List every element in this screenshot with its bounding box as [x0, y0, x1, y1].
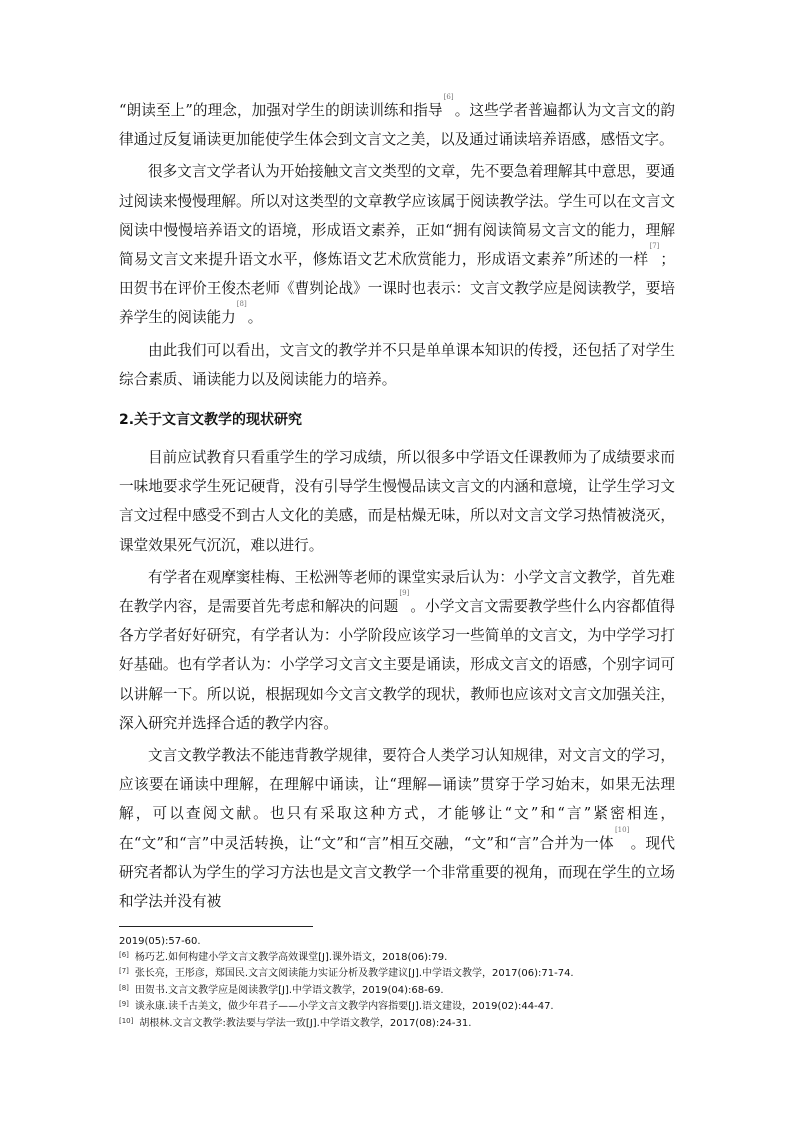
footnote-text: 张长亮，王彤彦，郑国民.文言文阅读能力实证分析及教学建议[J].中学语文教学，2017(06):71-74. [134, 968, 574, 979]
footnotes [119, 934, 679, 1032]
footnote-item [119, 983, 679, 1000]
footnote-mark: [6] [119, 950, 129, 959]
paragraph-text: 。这些学者普遍都认为文言文的韵律通过反复诵读更加能使学生体会到文言文之美，以及通过诵读培养语感，感悟文字。 [119, 102, 675, 149]
footnote-text: 胡根林.文言文教学:教法要与学法一致[J].中学语文教学，2017(08):24-31. [139, 1017, 472, 1029]
footnote-mark: [10] [119, 1016, 134, 1025]
paragraph-text: “朗读至上”的理念，加强对学生的朗读训练和指导 [119, 102, 443, 119]
paragraph [119, 93, 675, 154]
citation-marker: [6] [443, 93, 454, 101]
footnote-mark: [9] [119, 1000, 129, 1008]
paragraph-group-1 [119, 93, 675, 394]
footnote-text: 田贺书.文言文教学应是阅读教学[J].中学语文教学，2019(04):68-69. [134, 984, 444, 996]
paragraph [119, 741, 675, 916]
footnote-text: 杨巧艺.如何构建小学文言文教学高效课堂[J].课外语文，2018(06):79. [134, 951, 448, 963]
paragraph-text: ；田贺书在评价王俊杰老师《曹刿论战》一课时也表示：文言文教学应是阅读教学，要培养学生的阅读能力 [119, 251, 675, 327]
paragraph [119, 563, 675, 738]
citation-marker: [8] [236, 300, 247, 309]
footnote-continuation: 2019(05):57-60. [119, 936, 201, 947]
body-text [119, 93, 675, 919]
footnote-text: 谈永康.读千古美文，做少年君子——小学文言文教学内容指要[J].语文建设，2019(02):44-47. [134, 1001, 554, 1012]
paragraph [119, 443, 675, 560]
footnote-mark: [8] [119, 983, 129, 992]
paragraph [119, 157, 675, 332]
footnote-list [119, 950, 679, 1033]
paragraph-text: 。现代研究者都认为学生的学习方法也是文言文教学一个非常重要的视角，而现在学生的立场和学法并没有被 [119, 834, 675, 911]
paragraph-group-2 [119, 443, 675, 916]
citation-marker: [9] [399, 589, 410, 598]
footnote-item [119, 950, 679, 967]
footnote-item [119, 999, 679, 1016]
paragraph-text: 由此我们可以看出，文言文的教学并不只是单单课本知识的传授，还包括了对学生综合素质、诵读能力以及阅读能力的培养。 [119, 341, 675, 388]
footnote-item [119, 966, 679, 983]
paragraph-text: 文言文教学教法不能违背教学规律，要符合人类学习认知规律，对文言文的学习，应该要在诵读中理解，在理解中诵读，让“理解—诵读”贯穿于学习始末，如果无法理解，可以查阅文献。也只有采取这种方式，才能够让“文”和“言”紧密相连，在“文”和“言”中灵活转换，让“文”和“言”相互交融，“文”和“言”合并为一体 [119, 747, 675, 852]
citation-marker: [10] [614, 825, 630, 834]
paragraph-text: 。小学文言文需要教学些什么内容都值得各方学者好好研究，有学者认为：小学阶段应该学习一些简单的文言文，为中学学习打好基础。也有学者认为：小学学习文言文主要是诵读，形成文言文的语感，个别字词可以讲解一下。所以说，根据现如今文言文教学的现状，教师也应该对文言文加强关注，深入研究并选择合适的教学内容。 [119, 598, 675, 732]
paragraph-text: 目前应试教育只看重学生的学习成绩，所以很多中学语文任课教师为了成绩要求而一味地要求学生死记硬背，没有引导学生慢慢品读文言文的内涵和意境，让学生学习文言文过程中感受不到古人文化的美感，而是枯燥无味，所以对文言文学习热情被浇灭，课堂效果死气沉沉，难以进行。 [119, 449, 675, 554]
paragraph-text: 很多文言文学者认为开始接触文言文类型的文章，先不要急着理解其中意思，要通过阅读来慢慢理解。所以对这类型的文章教学应该属于阅读教学法。学生可以在文言文阅读中慢慢培养语文的语境，形成语文素养，正如“拥有阅读简易文言文的能力，理解简易文言文来提升语文水平，修炼语文艺术欣赏能力，形成语文素养”所述的一样 [119, 163, 675, 269]
paragraph-text: 。 [247, 309, 263, 327]
footnote-item [119, 1016, 679, 1033]
section-heading: 2.关于文言文教学的现状研究 [119, 412, 303, 429]
footnote-mark: [7] [119, 967, 129, 975]
footnote-divider [119, 926, 313, 927]
paragraph [119, 336, 675, 394]
paragraph-text: 有学者在观摩窦桂梅、王松洲等老师的课堂实录后认为：小学文言文教学，首先难在教学内容，是需要首先考虑和解决的问题 [119, 568, 675, 616]
citation-marker: [7] [649, 242, 660, 251]
